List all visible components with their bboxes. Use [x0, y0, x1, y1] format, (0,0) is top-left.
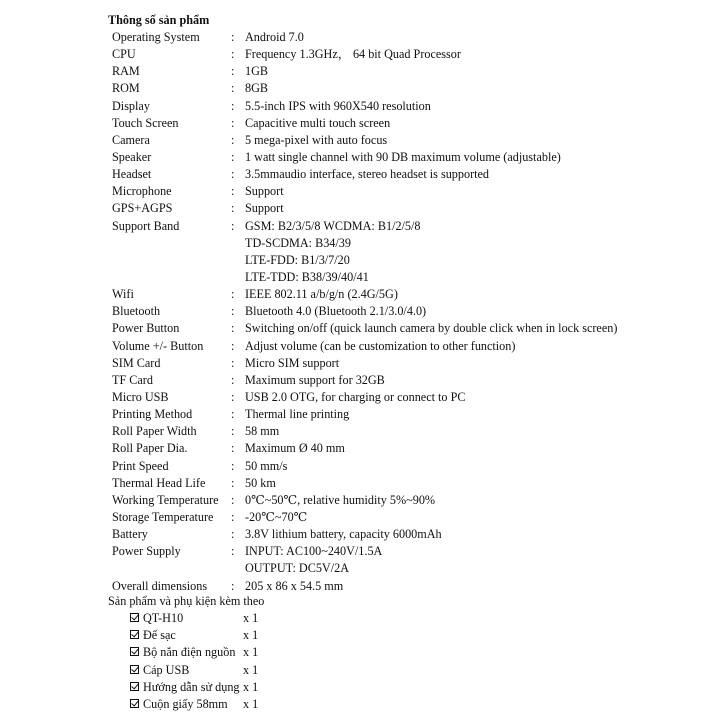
- spec-row: [0, 338, 720, 355]
- spec-value: Android 7.0: [245, 30, 304, 44]
- spec-label: SIM Card: [112, 355, 161, 370]
- spec-row: [0, 389, 720, 406]
- spec-value: Thermal line printing: [245, 407, 350, 422]
- spec-colon: :: [231, 167, 235, 182]
- spec-table: [0, 29, 720, 595]
- spec-colon: :: [231, 304, 235, 319]
- accessory-qty: x 1: [243, 662, 259, 677]
- spec-row: [0, 423, 720, 440]
- spec-row: [0, 183, 720, 200]
- spec-value: Frequency 1.3GHz， 64 bit Quad Processor: [245, 47, 461, 62]
- spec-colon: :: [231, 372, 235, 387]
- spec-colon: :: [231, 389, 235, 404]
- spec-colon: :: [231, 218, 235, 233]
- spec-row: [0, 80, 720, 97]
- spec-value: Switching on/off (quick launch camera by double click when in lock screen): [245, 321, 618, 336]
- spec-label: Display: [112, 98, 150, 113]
- accessory-name: Cáp USB: [143, 662, 190, 677]
- spec-value: 58 mm: [245, 424, 280, 439]
- spec-label: ROM: [112, 81, 140, 96]
- spec-colon: :: [231, 509, 235, 524]
- accessory-item: [0, 627, 720, 644]
- checkbox-checked-icon: [130, 630, 139, 639]
- spec-value: -20℃~70℃: [245, 509, 308, 524]
- spec-value: 0℃~50℃, relative humidity 5%~90%: [245, 492, 436, 507]
- spec-colon: :: [231, 407, 235, 422]
- checkbox-checked-icon: [130, 613, 139, 622]
- spec-title: Thông số sản phẩm: [108, 13, 210, 27]
- spec-label: Power Supply: [112, 544, 181, 559]
- spec-value: INPUT: AC100~240V/1.5A: [245, 544, 383, 559]
- spec-label: Roll Paper Width: [112, 424, 197, 439]
- checkbox-checked-icon: [130, 647, 139, 656]
- spec-colon: :: [231, 544, 235, 559]
- spec-colon: :: [231, 64, 235, 79]
- spec-colon: :: [231, 81, 235, 96]
- spec-value: 3.8V lithium battery, capacity 6000mAh: [245, 527, 442, 542]
- accessory-item: [0, 644, 720, 661]
- spec-row: [0, 286, 720, 303]
- spec-value: 205 x 86 x 54.5 mm: [245, 578, 344, 593]
- spec-colon: :: [231, 441, 235, 456]
- accessory-qty: x 1: [243, 645, 259, 660]
- spec-value: 50 mm/s: [245, 458, 288, 473]
- spec-row: [0, 149, 720, 166]
- spec-label: Roll Paper Dia.: [112, 441, 188, 456]
- spec-value: 5 mega-pixel with auto focus: [245, 132, 388, 147]
- spec-label: Operating System: [112, 30, 200, 44]
- spec-row: [0, 303, 720, 320]
- accessory-item: [0, 662, 720, 679]
- spec-colon: :: [231, 355, 235, 370]
- spec-row: [0, 406, 720, 423]
- spec-row: [0, 269, 720, 286]
- spec-row: [0, 98, 720, 115]
- spec-label: Speaker: [112, 149, 152, 164]
- spec-row: [0, 526, 720, 543]
- spec-label: Working Temperature: [112, 492, 219, 507]
- spec-colon: :: [231, 527, 235, 542]
- spec-colon: :: [231, 287, 235, 302]
- spec-value: GSM: B2/3/5/8 WCDMA: B1/2/5/8: [245, 218, 421, 233]
- spec-colon: :: [231, 201, 235, 216]
- spec-label: TF Card: [112, 372, 153, 387]
- spec-value: Support: [245, 201, 284, 216]
- spec-label: Printing Method: [112, 407, 193, 422]
- spec-value: 5.5-inch IPS with 960X540 resolution: [245, 98, 431, 113]
- spec-row: [0, 458, 720, 475]
- checkbox-checked-icon: [130, 682, 139, 691]
- spec-row: [0, 132, 720, 149]
- checkbox-checked-icon: [130, 665, 139, 674]
- spec-value: IEEE 802.11 a/b/g/n (2.4G/5G): [245, 287, 398, 302]
- spec-value: LTE-TDD: B38/39/40/41: [245, 269, 369, 284]
- spec-label: Print Speed: [112, 458, 169, 473]
- spec-value: Adjust volume (can be customization to other function): [245, 338, 516, 353]
- accessory-qty: x 1: [243, 696, 259, 711]
- spec-label: Storage Temperature: [112, 509, 214, 524]
- spec-colon: :: [231, 458, 235, 473]
- accessory-name: Cuộn giấy 58mm: [143, 696, 228, 711]
- spec-colon: :: [231, 47, 235, 62]
- accessory-qty: x 1: [243, 611, 259, 625]
- spec-value: Maximum Ø 40 mm: [245, 441, 345, 456]
- spec-value: Capacitive multi touch screen: [245, 115, 391, 130]
- spec-row: [0, 218, 720, 235]
- spec-label: Headset: [112, 167, 152, 182]
- spec-value: OUTPUT: DC5V/2A: [245, 561, 350, 576]
- spec-row: [0, 115, 720, 132]
- spec-row: [0, 475, 720, 492]
- spec-label: Camera: [112, 132, 150, 147]
- spec-row: [0, 492, 720, 509]
- spec-value: 1 watt single channel with 90 DB maximum volume (adjustable): [245, 149, 561, 164]
- spec-row: [0, 509, 720, 526]
- spec-label: GPS+AGPS: [112, 201, 173, 216]
- spec-value: LTE-FDD: B1/3/7/20: [245, 252, 350, 267]
- spec-value: USB 2.0 OTG, for charging or connect to PC: [245, 389, 466, 404]
- spec-value: Maximum support for 32GB: [245, 372, 385, 387]
- spec-colon: :: [231, 30, 235, 44]
- spec-label: CPU: [112, 47, 136, 62]
- accessory-item: [0, 696, 720, 713]
- spec-row: [0, 440, 720, 457]
- spec-label: Thermal Head Life: [112, 475, 206, 490]
- spec-row: [0, 29, 720, 46]
- spec-colon: :: [231, 132, 235, 147]
- spec-colon: :: [231, 338, 235, 353]
- spec-colon: :: [231, 475, 235, 490]
- spec-value: Micro SIM support: [245, 355, 340, 370]
- spec-label: Touch Screen: [112, 115, 179, 130]
- spec-label: Micro USB: [112, 389, 169, 404]
- spec-value: 1GB: [245, 64, 269, 79]
- spec-label: Support Band: [112, 218, 180, 233]
- spec-label: Bluetooth: [112, 304, 161, 319]
- accessory-name: Đế sạc: [143, 628, 176, 643]
- spec-label: Power Button: [112, 321, 180, 336]
- spec-value: TD-SCDMA: B34/39: [245, 235, 351, 250]
- spec-value: Support: [245, 184, 284, 199]
- spec-row: [0, 355, 720, 372]
- spec-label: Battery: [112, 527, 148, 542]
- spec-row: [0, 372, 720, 389]
- accessory-item: [0, 610, 720, 627]
- spec-row: [0, 560, 720, 577]
- spec-label: Volume +/- Button: [112, 338, 204, 353]
- spec-colon: :: [231, 424, 235, 439]
- accessory-qty: x 1: [243, 679, 259, 694]
- spec-colon: :: [231, 321, 235, 336]
- accessory-qty: x 1: [243, 628, 259, 643]
- checkbox-checked-icon: [130, 699, 139, 708]
- spec-colon: :: [231, 578, 235, 593]
- spec-label: RAM: [112, 64, 140, 79]
- spec-colon: :: [231, 149, 235, 164]
- spec-label: Wifi: [112, 287, 134, 302]
- spec-value: 3.5mmaudio interface, stereo headset is supported: [245, 167, 490, 182]
- spec-row: [0, 166, 720, 183]
- spec-colon: :: [231, 184, 235, 199]
- spec-row: [0, 46, 720, 63]
- spec-colon: :: [231, 98, 235, 113]
- spec-row: [0, 252, 720, 269]
- spec-colon: :: [231, 115, 235, 130]
- spec-value: Bluetooth 4.0 (Bluetooth 2.1/3.0/4.0): [245, 304, 427, 319]
- accessory-name: Hướng dẫn sử dụng: [143, 679, 240, 694]
- spec-colon: :: [231, 492, 235, 507]
- spec-row: [0, 200, 720, 217]
- accessory-item: [0, 679, 720, 696]
- accessories-title: Sản phẩm và phụ kiện kèm theo: [108, 594, 265, 608]
- spec-label: Microphone: [112, 184, 172, 199]
- spec-row: [0, 543, 720, 560]
- accessory-name: QT-H10: [143, 611, 184, 625]
- spec-row: [0, 235, 720, 252]
- spec-value: 50 km: [245, 475, 276, 490]
- accessories-list: [0, 610, 720, 713]
- spec-row: [0, 320, 720, 337]
- accessory-name: Bộ nắn điện nguồn: [143, 645, 236, 660]
- spec-value: 8GB: [245, 81, 269, 96]
- spec-row: [0, 63, 720, 80]
- spec-label: Overall dimensions: [112, 578, 208, 593]
